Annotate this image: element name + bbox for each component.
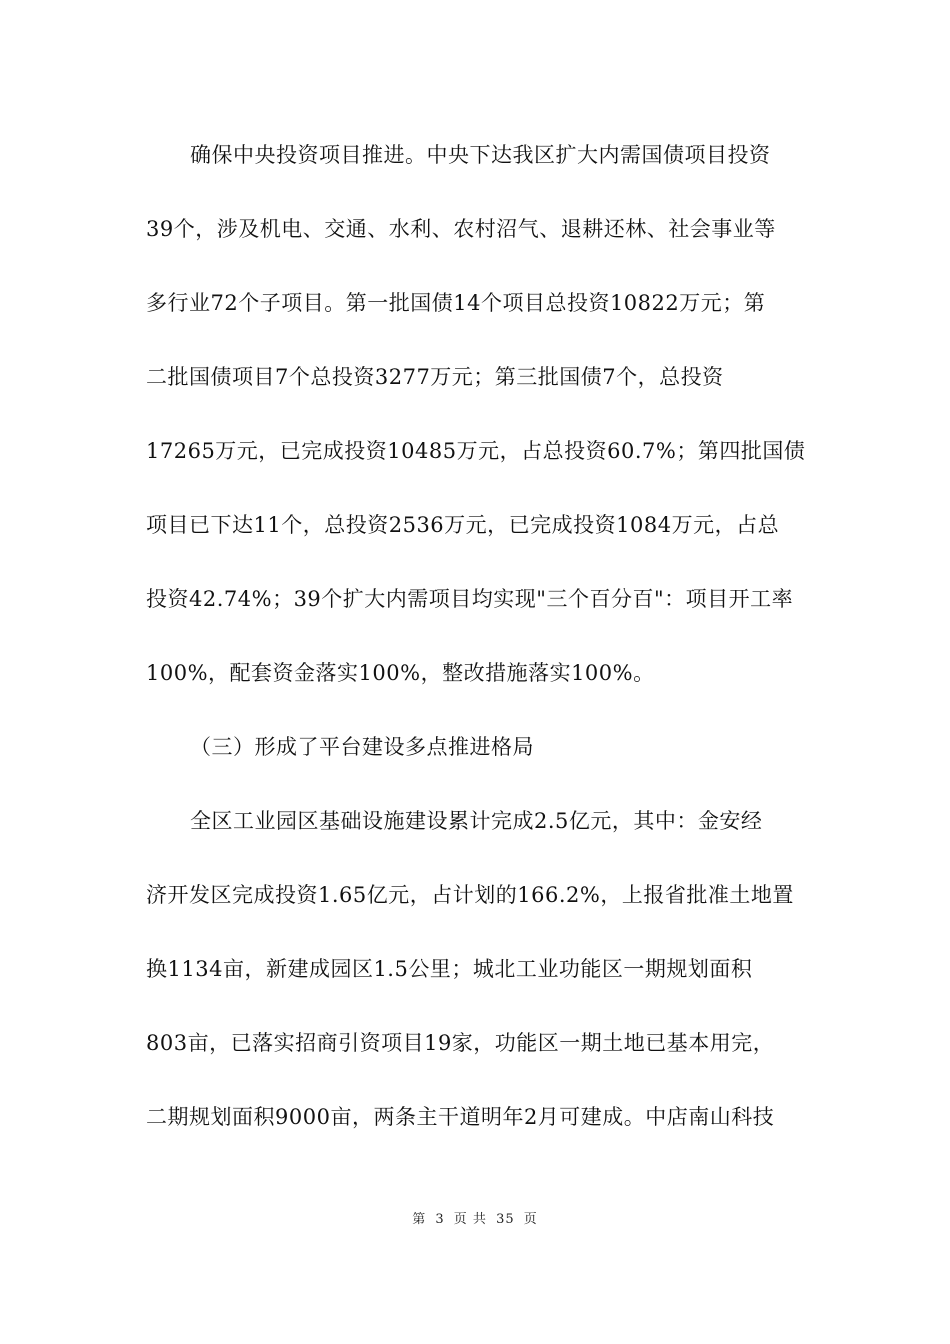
paragraph-line: 二批国债项目7个总投资3277万元；第三批国债7个，总投资 [146,365,724,389]
paragraph-line: 投资42.74%；39个扩大内需项目均实现"三个百分百"：项目开工率 [146,587,794,611]
current-page-number: 3 [435,1212,445,1227]
paragraph-line: 39个，涉及机电、交通、水利、农村沼气、退耕还林、社会事业等 [146,217,776,241]
paragraph-line: 全区工业园区基础设施建设累计完成2.5亿元，其中：金安经 [190,809,763,833]
paragraph-line: 项目已下达11个，总投资2536万元，已完成投资1084万元，占总 [146,513,780,537]
total-page-count: 35 [496,1212,515,1227]
page-footer [0,1208,950,1227]
paragraph-line: 17265万元，已完成投资10485万元，占总投资60.7%；第四批国债 [146,439,806,463]
paragraph-line: 确保中央投资项目推进。中央下达我区扩大内需国债项目投资 [190,143,771,167]
footer-prefix: 第 [412,1212,427,1227]
paragraph-line: 济开发区完成投资1.65亿元，占计划的166.2%，上报省批准土地置 [146,883,794,907]
section-heading: （三）形成了平台建设多点推进格局 [190,735,534,759]
paragraph-line: 二期规划面积9000亩，两条主干道明年2月可建成。中店南山科技 [146,1105,775,1129]
footer-suffix: 页 [523,1212,538,1227]
paragraph-line: 换1134亩，新建成园区1.5公里；城北工业功能区一期规划面积 [146,957,753,981]
footer-middle: 页 共 [453,1212,487,1227]
paragraph-line: 多行业72个子项目。第一批国债14个项目总投资10822万元；第 [146,291,766,315]
paragraph-line: 803亩，已落实招商引资项目19家，功能区一期土地已基本用完， [146,1031,775,1055]
body-text [146,128,806,1164]
paragraph-line: 100%，配套资金落实100%，整改措施落实100%。 [146,661,655,685]
